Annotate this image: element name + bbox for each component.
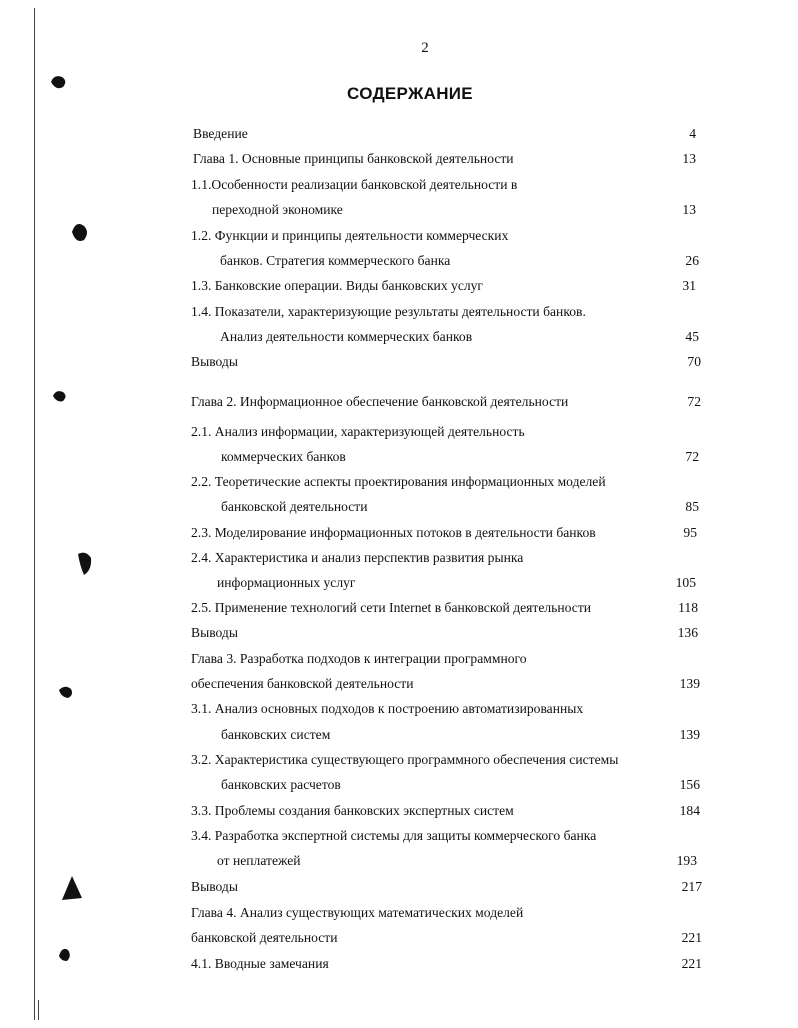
toc-page-number: 13 — [682, 151, 696, 166]
punch-hole-mark — [68, 218, 92, 246]
toc-entry: 3.2. Характеристика существующего программного обеспечения системы — [191, 752, 619, 767]
toc-page-number: 72 — [687, 394, 701, 409]
toc-entry: банковских систем — [221, 727, 331, 742]
punch-hole-mark — [56, 944, 74, 964]
toc-entry: 3.1. Анализ основных подходов к построению автоматизированных — [191, 701, 584, 716]
toc-page-number: 26 — [685, 253, 699, 268]
toc-page-number: 156 — [679, 777, 700, 792]
toc-entry: 2.5. Применение технологий сети Internet в банковской деятельности — [191, 600, 592, 615]
toc-page-number: 139 — [679, 727, 700, 742]
toc-page-number: 105 — [675, 575, 696, 590]
toc-page-number: 139 — [679, 676, 700, 691]
page-title: СОДЕРЖАНИЕ — [347, 84, 473, 103]
toc-entry: 2.2. Теоретические аспекты проектирования информационных моделей — [191, 474, 606, 489]
toc-entry: 1.1.Особенности реализации банковской деятельности в — [191, 177, 518, 192]
toc-page-number: 193 — [676, 853, 697, 868]
toc-entry: Глава 1. Основные принципы банковской деятельности — [193, 151, 514, 166]
toc-page-number: 85 — [685, 499, 699, 514]
toc-entry: 1.2. Функции и принципы деятельности коммерческих — [191, 228, 509, 243]
toc-entry: Выводы — [191, 354, 238, 369]
binding-edge-line — [34, 8, 35, 1020]
toc-entry: Анализ деятельности коммерческих банков — [220, 329, 473, 344]
toc-page-number: 45 — [685, 329, 699, 344]
toc-page-number: 70 — [687, 354, 701, 369]
toc-entry: 1.4. Показатели, характеризующие результаты деятельности банков. — [191, 304, 586, 319]
toc-page-number: 184 — [679, 803, 700, 818]
toc-entry: от неплатежей — [217, 853, 301, 868]
toc-entry: 2.3. Моделирование информационных потоков в деятельности банков — [191, 525, 596, 540]
toc-page-number: 118 — [678, 600, 698, 615]
toc-entry: Глава 4. Анализ существующих математических моделей — [191, 905, 524, 920]
toc-entry: Выводы — [191, 625, 238, 640]
punch-hole-mark — [60, 874, 86, 902]
toc-page-number: 136 — [677, 625, 698, 640]
toc-page-number: 221 — [681, 930, 702, 945]
toc-entry: банковских расчетов — [221, 777, 341, 792]
toc-entry: банков. Стратегия коммерческого банка — [220, 253, 451, 268]
punch-hole-mark — [74, 548, 96, 578]
toc-entry: 3.4. Разработка экспертной системы для защиты коммерческого банка — [191, 828, 597, 843]
toc-entry: Глава 2. Информационное обеспечение банковской деятельности — [191, 394, 569, 409]
toc-page-number: 31 — [682, 278, 696, 293]
toc-entry: 2.1. Анализ информации, характеризующей деятельность — [191, 424, 525, 439]
toc-entry: 2.4. Характеристика и анализ перспектив развития рынка — [191, 550, 524, 565]
toc-entry: обеспечения банковской деятельности — [191, 676, 414, 691]
toc-entry: банковской деятельности — [221, 499, 368, 514]
toc-entry: Выводы — [191, 879, 238, 894]
toc-entry: переходной экономике — [212, 202, 343, 217]
toc-page-number: 217 — [681, 879, 702, 894]
toc-page-number: 95 — [683, 525, 697, 540]
punch-hole-mark — [56, 682, 76, 702]
toc-entry: Введение — [193, 126, 248, 141]
toc-entry: Глава 3. Разработка подходов к интеграции программного — [191, 651, 527, 666]
toc-entry: банковской деятельности — [191, 930, 338, 945]
toc-entry: коммерческих банков — [221, 449, 346, 464]
toc-page-number: 13 — [682, 202, 696, 217]
page-number: 2 — [421, 40, 429, 56]
toc-page-number: 4 — [689, 126, 696, 141]
binding-edge-line-lower — [38, 1000, 39, 1020]
toc-entry: 1.3. Банковские операции. Виды банковских услуг — [191, 278, 484, 293]
toc-entry: информационных услуг — [217, 575, 356, 590]
toc-entry: 4.1. Вводные замечания — [191, 956, 329, 971]
punch-hole-mark — [50, 386, 70, 406]
toc-page-number: 72 — [685, 449, 699, 464]
toc-entry: 3.3. Проблемы создания банковских экспертных систем — [191, 803, 514, 818]
toc-page-number: 221 — [681, 956, 702, 971]
